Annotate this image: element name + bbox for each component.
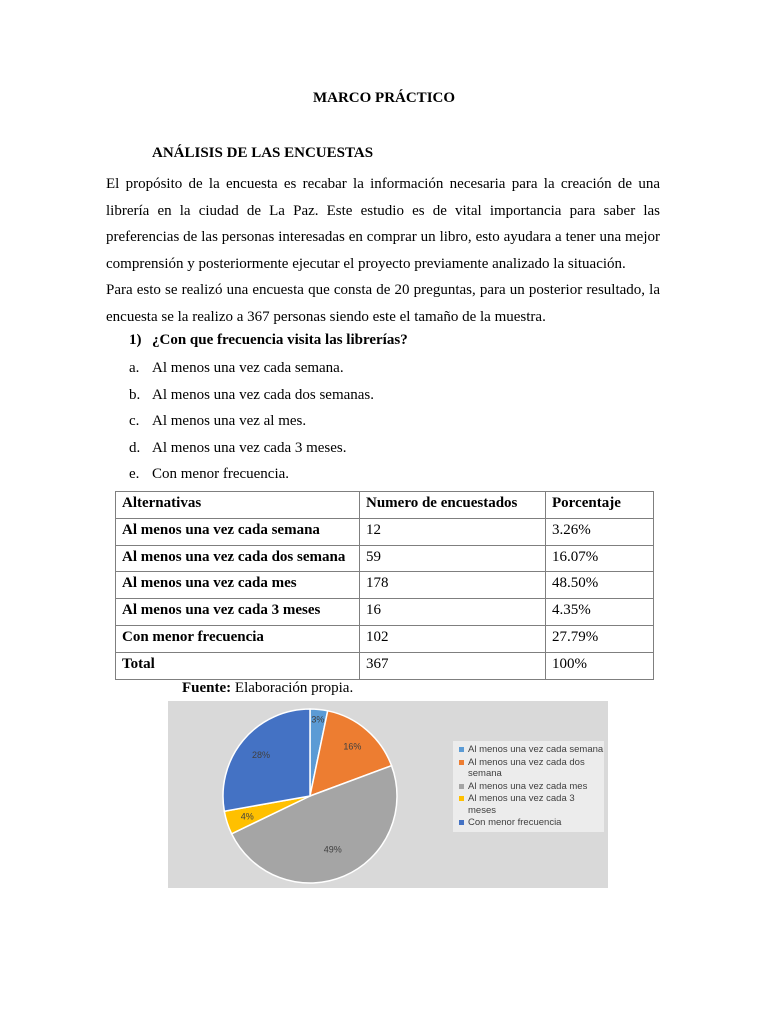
source-note (182, 680, 353, 697)
legend-label: Al menos una vez cada dos semana (468, 756, 585, 779)
table-cell: 367 (360, 652, 546, 679)
question-text: ¿Con que frecuencia visita las librerías? (152, 332, 408, 348)
legend-swatch (459, 796, 464, 801)
table-cell: 3.26% (546, 518, 654, 545)
data-label: 4% (240, 811, 254, 822)
pie-chart (168, 701, 608, 888)
option-text: Al menos una vez al mes. (152, 413, 307, 429)
answer-options (129, 357, 374, 490)
table-row (116, 625, 654, 652)
pie-slice (223, 709, 310, 811)
results-table (115, 491, 654, 680)
table-cell: 59 (360, 545, 546, 572)
legend-item (457, 744, 604, 756)
table-row (116, 599, 654, 626)
intro-paragraph (106, 171, 660, 330)
option-text: Al menos una vez cada 3 meses. (152, 439, 347, 456)
option-item (129, 437, 374, 464)
table-cell: Al menos una vez cada dos semana (116, 545, 360, 572)
table-cell: 102 (360, 625, 546, 652)
table-total-row (116, 652, 654, 679)
paragraph-line: El propósito de la encuesta es recabar la información necesaria para la creación de una (106, 176, 660, 192)
table-cell: 178 (360, 572, 546, 599)
paragraph-line: comprensión y posteriormente ejecutar el proyecto previamente analizado la situación. (106, 255, 626, 272)
legend-item (457, 781, 604, 793)
table-cell: 16 (360, 599, 546, 626)
question-number: 1) (129, 332, 142, 348)
page-title: MARCO PRÁCTICO (312, 90, 456, 106)
option-letter: e. (129, 466, 140, 482)
section-heading: ANÁLISIS DE LAS ENCUESTAS (152, 145, 374, 161)
option-text: Con menor frecuencia. (152, 466, 290, 482)
table-cell: 4.35% (546, 599, 654, 626)
legend-label: Al menos una vez cada semana (468, 744, 604, 755)
table-cell: Total (116, 652, 360, 679)
data-label: 3% (311, 714, 325, 725)
paragraph-line: Para esto se realizó una encuesta que consta de 20 preguntas, para un posterior resultado, la (106, 282, 660, 298)
legend-swatch (459, 784, 464, 789)
table-cell: 12 (360, 518, 546, 545)
paragraph-line: preferencias de las personas interesadas en comprar un libro, esto ayudara a tener una mejor (106, 229, 660, 245)
legend-label: Al menos una vez cada mes (468, 780, 588, 792)
header-cell: Alternativas (116, 492, 360, 519)
table-cell: 27.79% (546, 625, 654, 652)
table-row (116, 518, 654, 545)
table-cell: Al menos una vez cada 3 meses (116, 599, 360, 626)
table-cell: Al menos una vez cada mes (116, 572, 360, 599)
option-item (129, 357, 374, 384)
legend-swatch (459, 760, 464, 765)
source-label: Fuente: (182, 680, 232, 696)
data-label: 28% (251, 749, 270, 760)
legend-label: Al menos una vez cada 3 meses (468, 793, 575, 816)
data-label: 16% (343, 741, 362, 752)
data-label: 49% (323, 844, 342, 855)
header-cell: Numero de encuestados (360, 492, 546, 519)
table-row (116, 572, 654, 599)
table-cell: 48.50% (546, 572, 654, 599)
table-cell: 100% (546, 652, 654, 679)
table-cell: Al menos una vez cada semana (116, 518, 360, 545)
option-letter: a. (129, 360, 140, 376)
header-cell: Porcentaje (546, 492, 654, 519)
table-cell: 16.07% (546, 545, 654, 572)
survey-question (129, 332, 408, 349)
option-item (129, 410, 374, 437)
source-text: Elaboración propia. (231, 680, 354, 696)
option-letter: b. (129, 386, 141, 403)
legend-item (457, 757, 604, 780)
paragraph-line: librería en la ciudad de La Paz. Este estudio es de vital importancia para saber las (106, 202, 660, 219)
table-row (116, 545, 654, 572)
chart-legend (453, 741, 604, 832)
option-item (129, 384, 374, 411)
legend-item (457, 817, 604, 829)
table-header-row (116, 492, 654, 519)
legend-item (457, 793, 604, 816)
option-letter: d. (129, 439, 141, 456)
option-item (129, 463, 374, 490)
option-text: Al menos una vez cada dos semanas. (152, 386, 375, 403)
table-cell: Con menor frecuencia (116, 625, 360, 652)
legend-swatch (459, 820, 464, 825)
option-text: Al menos una vez cada semana. (152, 360, 344, 376)
option-letter: c. (129, 413, 140, 429)
legend-label: Con menor frecuencia (468, 817, 562, 828)
paragraph-line: encuesta se la realizo a 367 personas siendo este el tamaño de la muestra. (106, 308, 546, 325)
legend-swatch (459, 747, 464, 752)
